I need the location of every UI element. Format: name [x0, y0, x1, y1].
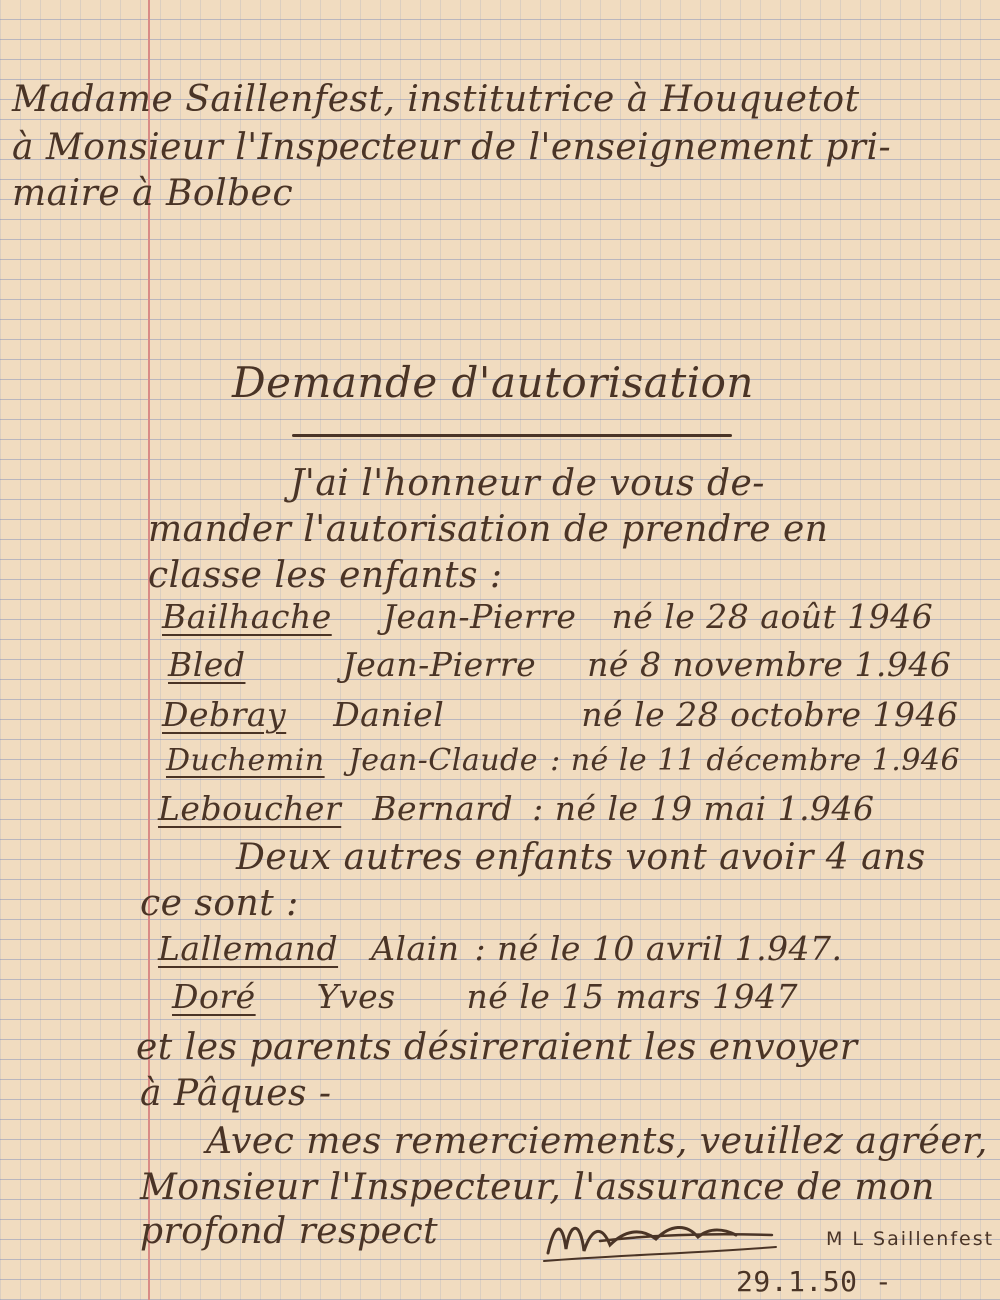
handwritten-signature: [540, 1205, 780, 1265]
child-first-name: Jean-Pierre: [342, 645, 537, 684]
transition-line-2: ce sont :: [140, 883, 299, 924]
closing-line-1: et les parents désireraient les envoyer: [136, 1027, 858, 1068]
child-row-2: [168, 645, 952, 684]
child-row-1: [162, 597, 934, 636]
child-surname: Bled: [168, 645, 246, 684]
child-surname: Doré: [172, 977, 256, 1016]
letter-title: Demande d'autorisation: [232, 358, 754, 407]
closing-line-5: profond respect: [140, 1211, 439, 1252]
child-first-name: Alain: [371, 929, 460, 968]
child-birth-date: né le 15 mars 1947: [466, 977, 799, 1016]
intro-line-2: mander l'autorisation de prendre en: [148, 509, 829, 550]
child-birth-date: : né le 19 mai 1.946: [532, 789, 875, 828]
child-row-7: [172, 977, 799, 1016]
child-birth-date: né le 28 octobre 1946: [581, 695, 959, 734]
transition-line-1: Deux autres enfants vont avoir 4 ans: [236, 837, 926, 878]
header-line-2: à Monsieur l'Inspecteur de l'enseignement pri-: [12, 127, 892, 168]
title-underline: [292, 434, 732, 437]
child-surname: Debray: [162, 695, 287, 734]
child-surname: Bailhache: [162, 597, 332, 636]
child-first-name: Jean-Pierre: [382, 597, 577, 636]
child-first-name: Jean-Claude: [348, 743, 539, 778]
child-row-3: [162, 695, 959, 734]
child-surname: Duchemin: [166, 743, 325, 778]
name-stamp: M L Saillenfest: [826, 1228, 995, 1250]
child-row-6: [158, 929, 843, 968]
child-row-4: [166, 743, 961, 778]
intro-line-3: classe les enfants :: [148, 555, 503, 596]
child-surname: Lallemand: [158, 929, 339, 968]
child-birth-date: : né le 10 avril 1.947.: [474, 929, 843, 968]
child-first-name: Yves: [316, 977, 396, 1016]
child-row-5: [158, 789, 875, 828]
child-birth-date: né le 28 août 1946: [611, 597, 934, 636]
closing-line-3: Avec mes remerciements, veuillez agréer,: [206, 1121, 988, 1162]
intro-line-1: J'ai l'honneur de vous de-: [290, 463, 765, 504]
header-line-1: Madame Saillenfest, institutrice à Houquetot: [12, 79, 860, 120]
child-first-name: Bernard: [372, 789, 514, 828]
header-line-3: maire à Bolbec: [12, 173, 294, 214]
date-annotation: 29.1.50 -: [736, 1265, 893, 1298]
child-birth-date: : né le 11 décembre 1.946: [550, 743, 961, 778]
closing-line-4: Monsieur l'Inspecteur, l'assurance de mon: [140, 1167, 935, 1208]
closing-line-2: à Pâques -: [140, 1073, 332, 1114]
child-birth-date: né 8 novembre 1.946: [587, 645, 952, 684]
child-surname: Leboucher: [158, 789, 342, 828]
child-first-name: Daniel: [333, 695, 445, 734]
